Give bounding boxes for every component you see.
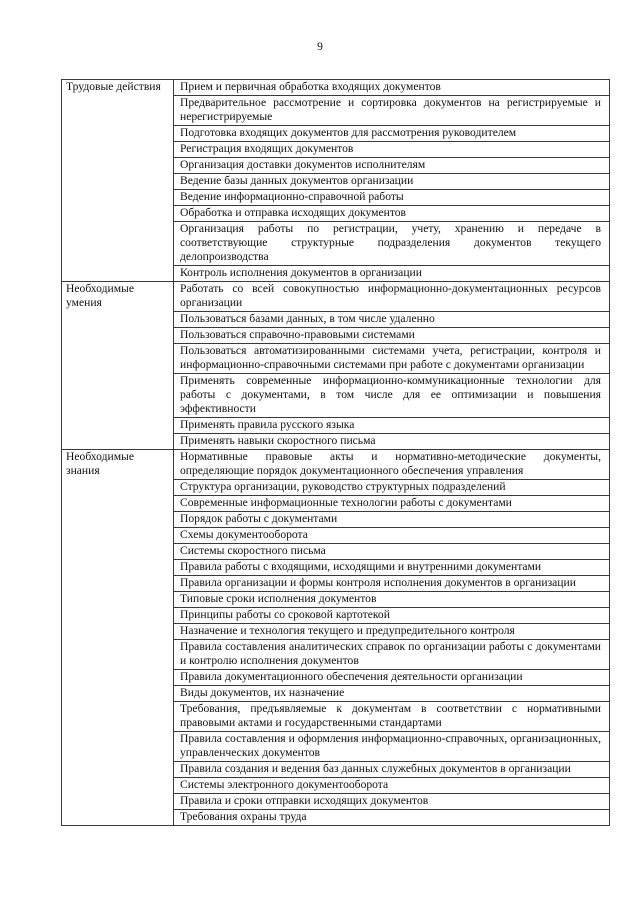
section-items — [174, 80, 610, 282]
list-item: Ведение базы данных документов организации — [180, 174, 414, 187]
section-items — [174, 282, 610, 450]
list-item: Системы электронного документооборота — [180, 778, 389, 791]
list-item: Правила организации и формы контроля исполнения документов в организации — [180, 576, 576, 589]
list-item: Ведение информационно-справочной работы — [180, 190, 404, 203]
section-row — [62, 80, 610, 282]
list-item: Порядок работы с документами — [180, 512, 338, 525]
section-label: Необходимые знания — [62, 450, 174, 826]
list-item: Регистрация входящих документов — [180, 142, 354, 155]
list-item: Правила и сроки отправки исходящих документов — [180, 794, 429, 807]
list-item: Правила составления аналитических справок по организации работы с документами и контролю исполнения документов — [180, 640, 601, 667]
section-row — [62, 282, 610, 450]
list-item: Предварительное рассмотрение и сортировка документов на регистрируемые и нерегистрируемые — [180, 96, 601, 123]
list-item: Подготовка входящих документов для рассмотрения руководителем — [180, 126, 517, 139]
section-label: Необходимые умения — [62, 282, 174, 450]
list-item: Прием и первичная обработка входящих документов — [180, 80, 441, 93]
list-item: Принципы работы со сроковой картотекой — [180, 608, 390, 621]
list-item: Применять навыки скоростного письма — [180, 434, 376, 447]
list-item: Работать со всей совокупностью информационно-документационных ресурсов организации — [180, 282, 601, 309]
list-item: Пользоваться автоматизированными системами учета, регистрации, контроля и информационно-справочными системами при работе с документами организации — [180, 344, 601, 371]
list-item: Организация работы по регистрации, учету, хранению и передаче в соответствующие структурные подразделения документов текущего делопроизводства — [180, 222, 601, 263]
list-item: Правила создания и ведения баз данных служебных документов в организации — [180, 762, 571, 775]
list-item: Контроль исполнения документов в организации — [180, 266, 422, 279]
page-number: 9 — [317, 41, 323, 53]
list-item: Назначение и технология текущего и предупредительного контроля — [180, 624, 515, 637]
section-label: Трудовые действия — [62, 80, 174, 282]
list-item: Пользоваться базами данных, в том числе удаленно — [180, 312, 435, 325]
list-item: Структура организации, руководство структурных подразделений — [180, 480, 506, 493]
list-item: Применять правила русского языка — [180, 418, 355, 431]
list-item: Правила составления и оформления информационно-справочных, организационных, управленческих документов — [180, 732, 601, 759]
list-item: Обработка и отправка исходящих документов — [180, 206, 407, 219]
list-item: Нормативные правовые акты и нормативно-методические документы, определяющие порядок документационного обеспечения управления — [180, 450, 601, 477]
list-item: Организация доставки документов исполнителям — [180, 158, 426, 171]
list-item: Системы скоростного письма — [180, 544, 326, 557]
list-item: Требования охраны труда — [180, 810, 307, 823]
list-item: Пользоваться справочно-правовыми системами — [180, 328, 415, 341]
list-item: Правила работы с входящими, исходящими и внутренними документами — [180, 560, 542, 573]
list-item: Правила документационного обеспечения деятельности организации — [180, 670, 523, 683]
specification-table — [61, 79, 610, 826]
list-item: Требования, предъявляемые к документам в соответствии с нормативными правовыми актами и государственными стандартами — [180, 702, 601, 729]
list-item: Современные информационные технологии работы с документами — [180, 496, 512, 509]
list-item: Типовые сроки исполнения документов — [180, 592, 377, 605]
table-body — [62, 80, 610, 826]
list-item: Виды документов, их назначение — [180, 686, 345, 699]
section-row — [62, 450, 610, 826]
section-items — [174, 450, 610, 826]
list-item: Применять современные информационно-коммуникационные технологии для работы с документами, в том числе для ее оптимизации и повышения эффективности — [180, 374, 601, 415]
list-item: Схемы документооборота — [180, 528, 308, 541]
